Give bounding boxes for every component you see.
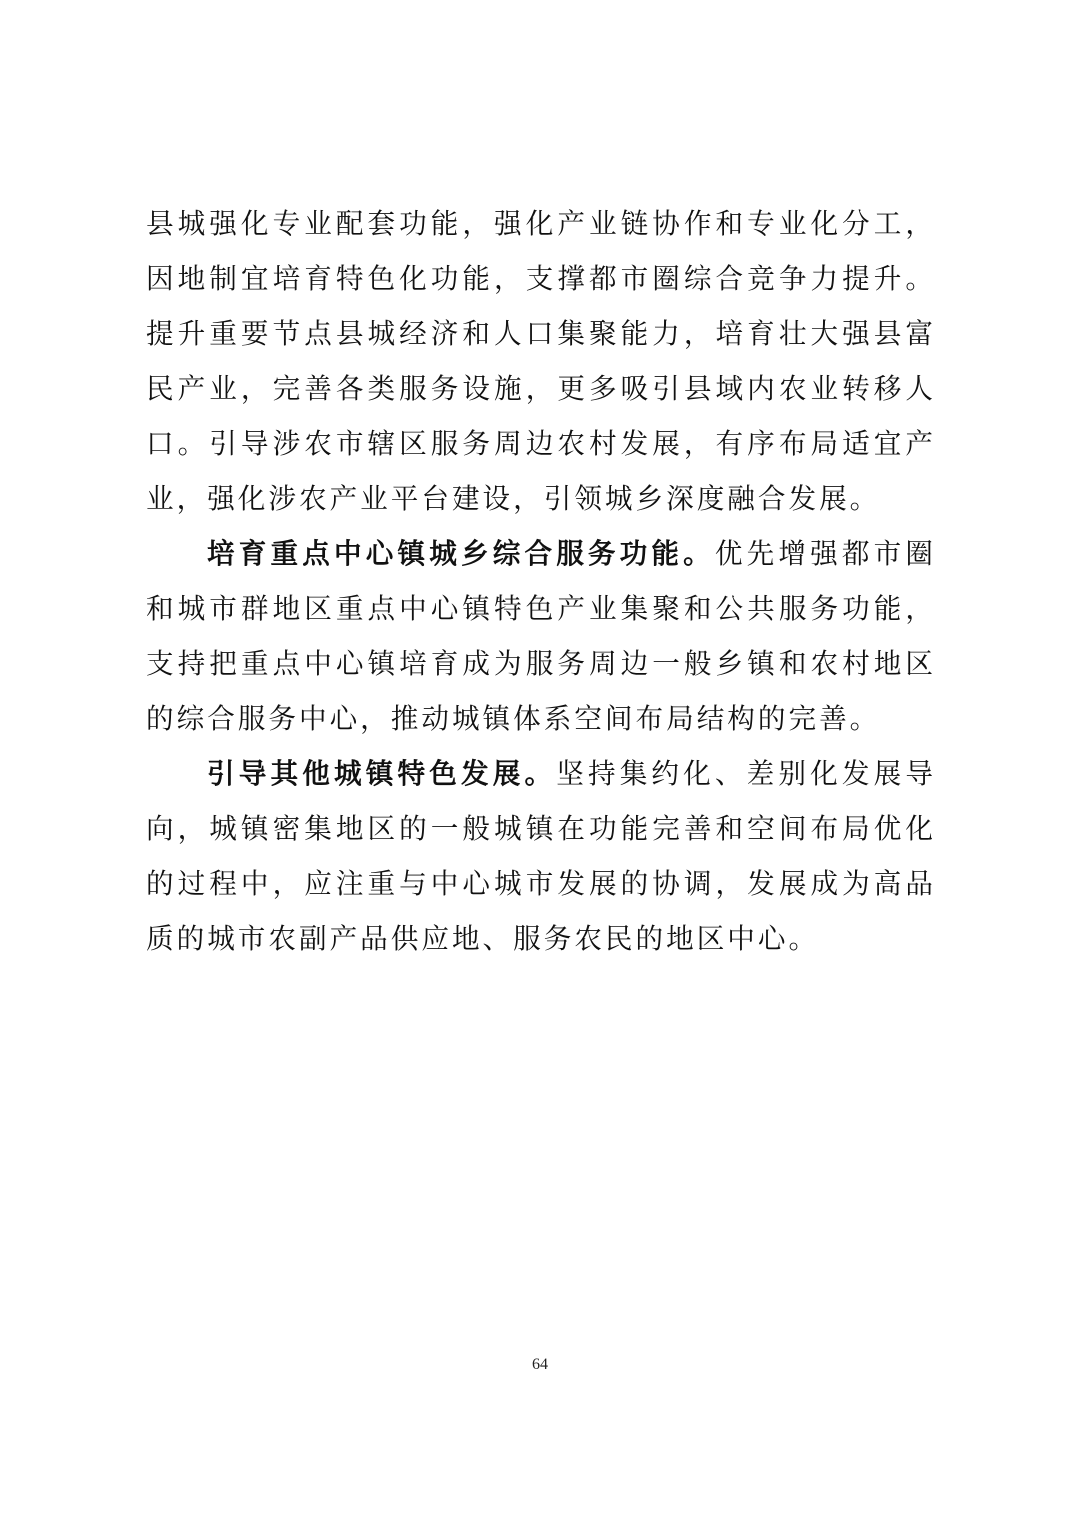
paragraph-lead-heading: 引导其他城镇特色发展。 xyxy=(207,757,557,790)
paragraph-other-towns xyxy=(146,746,936,966)
paragraph-text: 优先增强都市圈和城市群地区重点中心镇特色产业集聚和公共服务功能，支持把重点中心镇培育成为服务周边一般乡镇和农村地区的综合服务中心，推动城镇体系空间布局结构的完善。 xyxy=(146,537,936,735)
paragraph-text: 县城强化专业配套功能，强化产业链协作和专业化分工，因地制宜培育特色化功能，支撑都市圈综合竞争力提升。提升重要节点县城经济和人口集聚能力，培育壮大强县富民产业，完善各类服务设施，更多吸引县域内农业转移人口。引导涉农市辖区服务周边农村发展，有序布局适宜产业，强化涉农产业平台建设，引领城乡深度融合发展。 xyxy=(146,207,936,515)
paragraph-lead-heading: 培育重点中心镇城乡综合服务功能。 xyxy=(207,537,715,570)
body-text xyxy=(146,196,936,966)
paragraph-county-towns xyxy=(146,196,936,526)
paragraph-text: 坚持集约化、差别化发展导向，城镇密集地区的一般城镇在功能完善和空间布局优化的过程中，应注重与中心城市发展的协调，发展成为高品质的城市农副产品供应地、服务农民的地区中心。 xyxy=(146,757,936,955)
paragraph-key-central-towns xyxy=(146,526,936,746)
page-number: 64 xyxy=(532,1356,548,1373)
